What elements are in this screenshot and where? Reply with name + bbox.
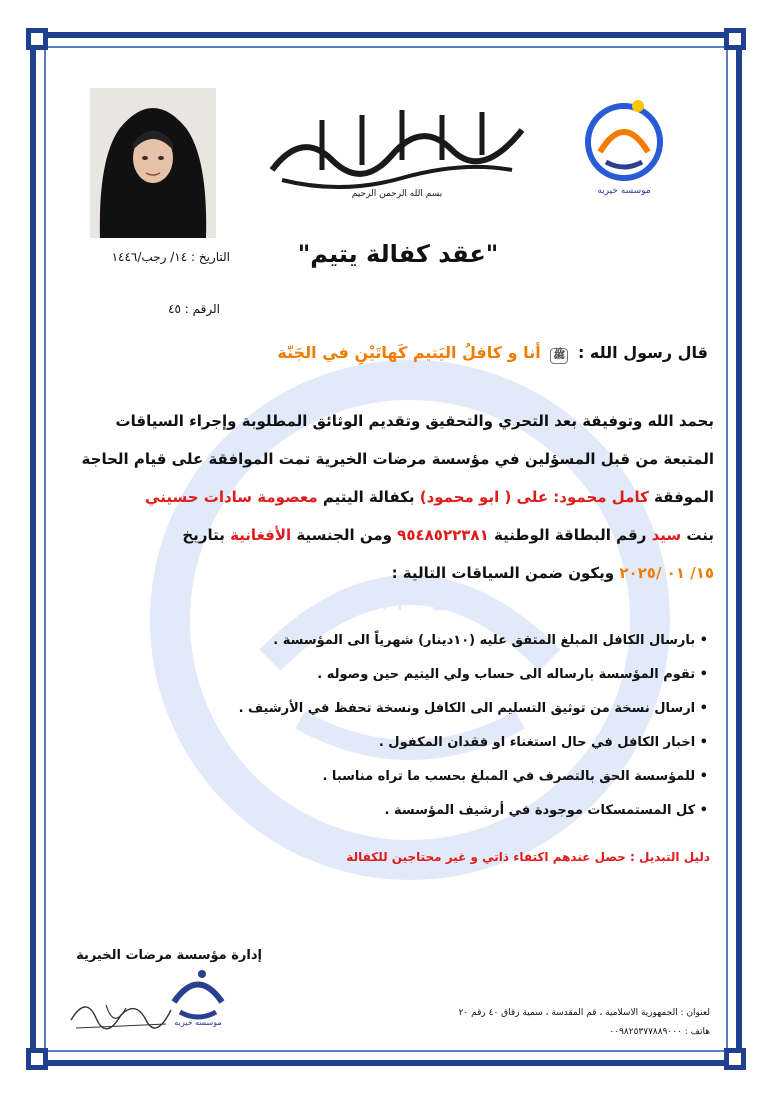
watermark-year: ۱۴۴۰ هـ <box>363 584 457 617</box>
signature-title: إدارة مؤسسة مرضات الخيرية <box>76 948 262 963</box>
document-title: "عقد كفالة يتيم" <box>297 240 499 268</box>
list-item: • تقوم المؤسسة بارساله الى حساب ولي اليتيم حين وصوله . <box>180 658 708 692</box>
contract-text: بنت <box>686 526 714 544</box>
contract-line-3 <box>64 488 714 506</box>
logo-caption: موسسه خیریه <box>597 186 651 196</box>
document-date: التاريخ : ١٤/ رجب/١٤٤٦ <box>111 250 230 264</box>
list-item: • ارسال نسخة من توثيق التسليم الى الكافل ونسخة تحفظ في الأرشيف . <box>180 692 708 726</box>
sponsor-name: كامل محمود: على ( ابو محمود) <box>419 488 649 506</box>
list-item: • كل المستمسكات موجودة في أرشيف المؤسسة . <box>180 794 708 828</box>
list-item: • بارسال الكافل المبلغ المتفق عليه (١٠دينار) شهرياً الى المؤسسة . <box>180 624 708 658</box>
national-id: ٩٥٤٨٥٢٢٣٨١ <box>397 526 489 544</box>
corner-ornament <box>724 28 746 50</box>
change-guide: دليل التبديل : حصل عندهم اكتفاء ذاتي و غير محتاجين للكفالة <box>346 850 710 864</box>
contract-line-4 <box>64 526 714 544</box>
orphan-photo <box>90 88 216 238</box>
handwritten-signature <box>66 990 176 1036</box>
contract-text: ومن الجنسية <box>296 526 392 544</box>
nationality: الأفغانية <box>230 526 292 544</box>
contract-text: الموفقة <box>654 488 714 506</box>
contract-line-2 <box>64 450 714 468</box>
orphan-name: معصومة سادات حسيني <box>145 488 318 506</box>
contract-text: بكفالة اليتيم <box>322 488 415 506</box>
corner-ornament <box>26 1048 48 1070</box>
terms-list <box>180 624 708 828</box>
contract-text: رقم البطاقة الوطنية <box>493 526 647 544</box>
father-name: سيد <box>651 526 682 544</box>
hadith-quote: أنا و كافلُ اليَتيم كَهاتَيْنِ في الجَنّة <box>277 343 541 362</box>
contract-text: بحمد الله وتوفيقة بعد التحري والتحقيق وتقديم الوثائق المطلوبة وإجراء السياقات <box>115 412 714 430</box>
start-date: ١٥/ ٠١ /٢٠٢٥ <box>619 564 714 582</box>
list-item: • للمؤسسة الحق بالتصرف في المبلغ بحسب ما تراه مناسبا . <box>180 760 708 794</box>
contract-text: ويكون ضمن السياقات التالية : <box>391 564 615 582</box>
list-item: • اخبار الكافل في حال استغناء او فقدان المكفول . <box>180 726 708 760</box>
phone-number: هاتف : ٠٠٩٨٢٥٣٧٧٨٨٩٠٠٠ <box>609 1027 710 1037</box>
document-number: الرقم : ٤٥ <box>168 302 220 316</box>
corner-ornament <box>26 28 48 50</box>
contract-line-5 <box>64 564 714 582</box>
basmala-calligraphy <box>262 100 532 200</box>
basmala-text: بسم الله الرحمن الرحيم <box>351 189 443 199</box>
footer-logo-caption: موسسه خیریه <box>174 1018 222 1027</box>
corner-ornament <box>724 1048 746 1070</box>
contract-text: بتاريخ <box>182 526 225 544</box>
contract-text: المتبعة من قبل المسؤلين في مؤسسة مرضات الخيرية تمت الموافقة على قيام الحاجة <box>81 450 714 468</box>
contract-line-1 <box>64 412 714 430</box>
address: لعنوان : الجمهورية الاسلامية ، قم المقدسة ، سمية زقاق ٤٠ رقم ٢٠ <box>458 1008 710 1018</box>
hadith-prefix: قال رسول الله : <box>577 343 708 362</box>
hadith-line <box>100 343 708 364</box>
saw-symbol: ﷺ <box>550 348 568 364</box>
